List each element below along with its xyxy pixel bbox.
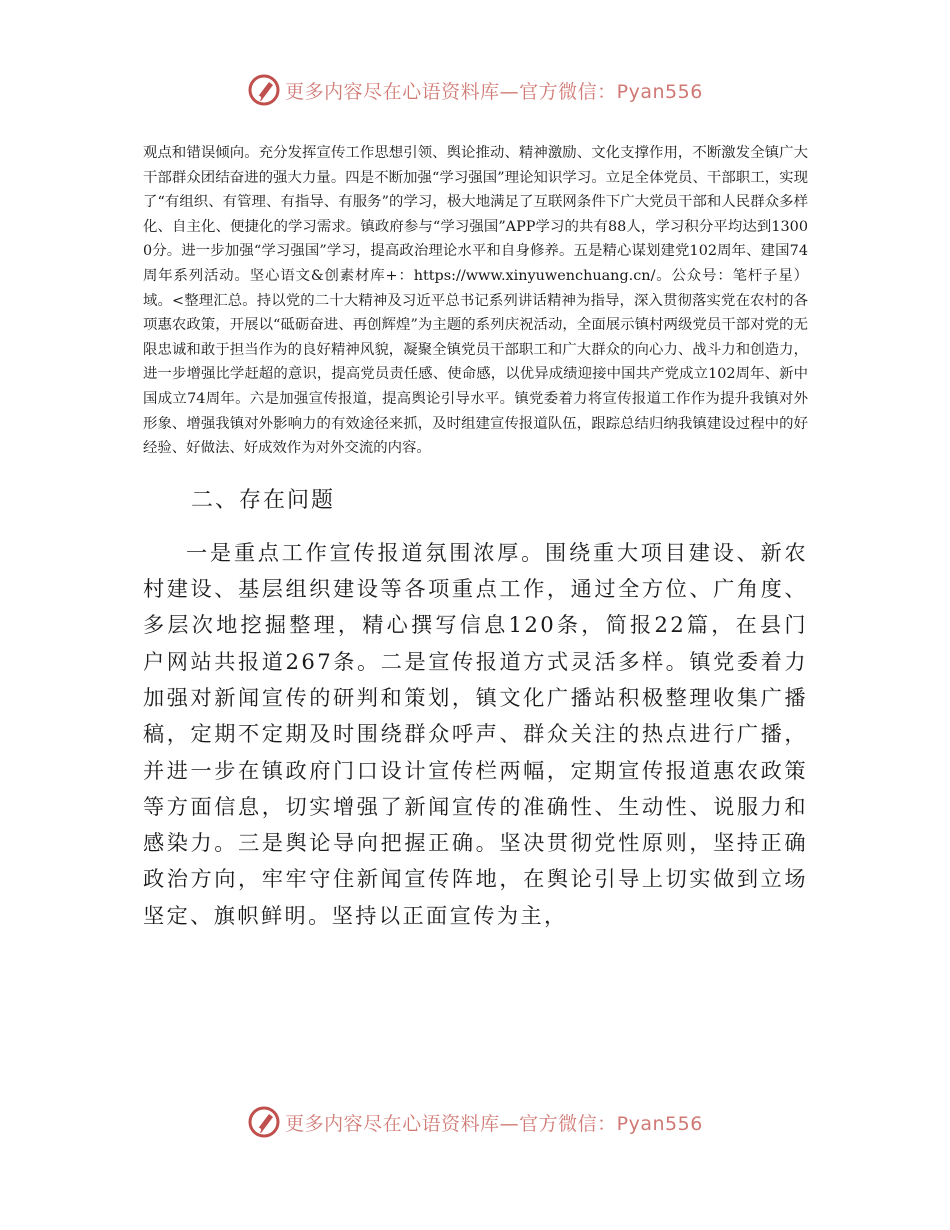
banner-text: 更多内容尽在心语资料库—官方微信：Pyan556 [285,1112,703,1135]
footer-banner [0,1102,950,1142]
section-heading: 二、存在问题 [191,487,336,513]
pen-nib-logo-icon [247,73,281,107]
paragraph-continuation: 观点和错误倾向。充分发挥宣传工作思想引领、舆论推动、精神激励、文化支撑作用，不断激发全镇广大干部群众团结奋进的强大力量。四是不断加强“学习强国”理论知识学习。立足全体党员、干部职工，实现了“有组织、有管理、有指导、有服务”的学习，极大地满足了互联网条件下广大党员干部和人民群众多样化、自主化、便捷化的学习需求。镇政府参与“学习强国”APP学习的共有88人，学习积分平均达到13000分。进一步加强“学习强国”学习，提高政治理论水平和自身修养。五是精心谋划建党102周年、建国74周年系列活动。坚心语文&创素材库+：https://www.xinyuwenchuang.cn/。公众号：笔杆子星）域。<整理汇总。持以党的二十大精神及习近平总书记系列讲话精神为指导，深入贯彻落实党在农村的各项惠农政策，开展以“砥砺奋进、再创辉煌”为主题的系列庆祝活动，全面展示镇村两级党员干部对党的无限忠诚和敢于担当作为的良好精神风貌，凝聚全镇党员干部职工和广大群众的向心力、战斗力和创造力，进一步增强比学赶超的意识，提高党员责任感、使命感，以优异成绩迎接中国共产党成立102周年、新中国成立74周年。六是加强宣传报道，提高舆论引导水平。镇党委着力将宣传报道工作作为提升我镇对外形象、增强我镇对外影响力的有效途径来抓，及时组建宣传报道队伍，跟踪总结归纳我镇建设过程中的好经验、好做法、好成效作为对外交流的内容。 [143,145,808,457]
pen-nib-logo-icon [247,1105,281,1139]
paragraph-main: 一是重点工作宣传报道氛围浓厚。围绕重大项目建设、新农村建设、基层组织建设等各项重点工作，通过全方位、广角度、多层次地挖掘整理，精心撰写信息120条，简报22篇，在县门户网站共报道267条。二是宣传报道方式灵活多样。镇党委着力加强对新闻宣传的研判和策划，镇文化广播站积极整理收集广播稿，定期不定期及时围绕群众呼声、群众关注的热点进行广播，并进一步在镇政府门口设计宣传栏两幅，定期宣传报道惠农政策等方面信息，切实增强了新闻宣传的准确性、生动性、说服力和感染力。三是舆论导向把握正确。坚决贯彻党性原则，坚持正确政治方向，牢牢守住新闻宣传阵地，在舆论引导上切实做到立场坚定、旗帜鲜明。坚持以正面宣传为主， [143,539,808,928]
document-body [143,141,808,934]
banner-text: 更多内容尽在心语资料库—官方微信：Pyan556 [285,80,703,103]
header-banner [0,70,950,110]
